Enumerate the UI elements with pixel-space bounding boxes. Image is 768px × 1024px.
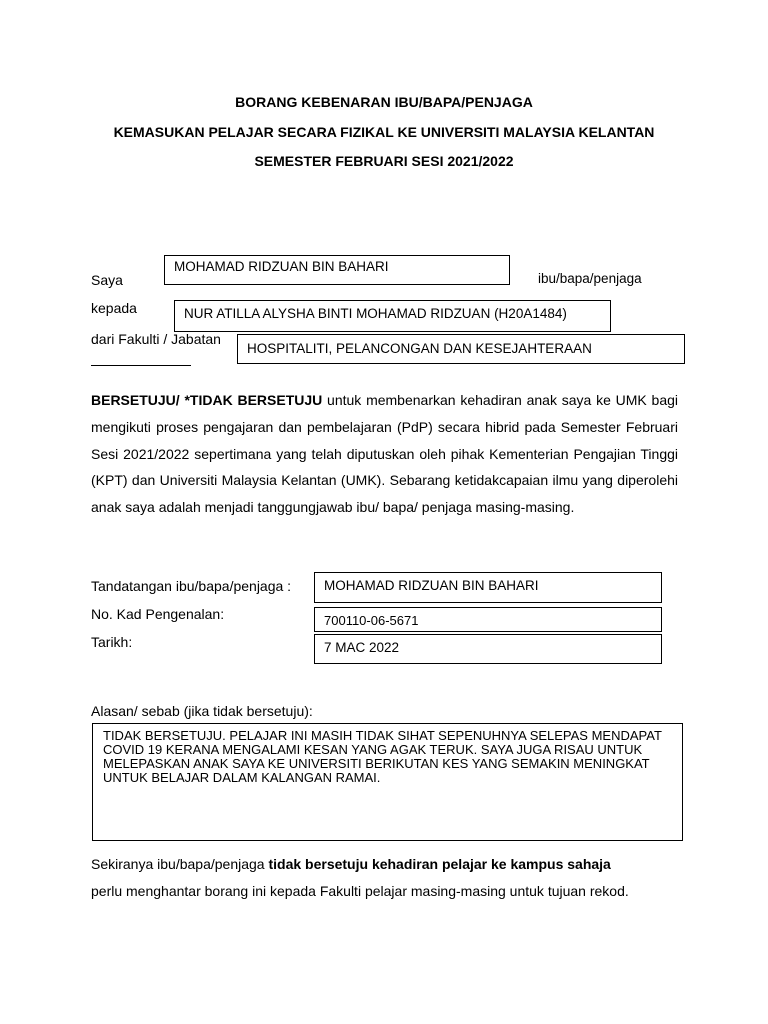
reason-textarea[interactable]: TIDAK BERSETUJU. PELAJAR INI MASIH TIDAK SIHAT SEPENUHNYA SELEPAS MENDAPAT COVID 19 KERANA MENGALAMI KESAN YANG AGAK TERUK. SAYA JUGA RISAU UNTUK MELEPASKAN ANAK SAYA KE UNIVERSITI BERIKUTAN KES YANG SEMAKIN MENINGKAT UNTUK BELAJAR DALAM KALANGAN RAMAI. xyxy=(92,723,683,841)
footer-note-line1 xyxy=(91,850,691,878)
fakulti-underline xyxy=(91,365,191,366)
ic-number-field[interactable]: 700110-06-5671 xyxy=(314,607,662,632)
saya-label: Saya xyxy=(91,272,123,288)
consent-body: untuk membenarkan kehadiran anak saya ke UMK bagi mengikuti proses pengajaran dan pembelajaran (PdP) secara hibrid pada Semester Februari Sesi 2021/2022 sepertimana yang telah diputuskan oleh pihak Kementerian Pengajian Tinggi (KPT) dan Universiti Malaysia Kelantan (UMK). Sebarang ketidakcapaian ilmu yang diperolehi anak saya adalah menjadi tanggungjawab ibu/ bapa/ penjaga masing-masing. xyxy=(91,392,679,516)
role-label: ibu/bapa/penjaga xyxy=(538,271,642,286)
form-subtitle: KEMASUKAN PELAJAR SECARA FIZIKAL KE UNIVERSITI MALAYSIA KELANTAN xyxy=(113,124,655,140)
date-field[interactable]: 7 MAC 2022 xyxy=(314,634,662,664)
footer-note-line2: perlu menghantar borang ini kepada Fakulti pelajar masing-masing untuk tujuan rekod. xyxy=(91,883,629,899)
consent-paragraph xyxy=(91,387,678,521)
reason-label: Alasan/ sebab (jika tidak bersetuju): xyxy=(91,703,313,719)
fakulti-label: dari Fakulti / Jabatan xyxy=(91,331,221,347)
form-semester: SEMESTER FEBRUARI SESI 2021/2022 xyxy=(254,153,514,169)
signature-field[interactable]: MOHAMAD RIDZUAN BIN BAHARI xyxy=(314,572,662,603)
date-label: Tarikh: xyxy=(91,634,133,650)
student-name-field[interactable]: NUR ATILLA ALYSHA BINTI MOHAMAD RIDZUAN (H20A1484) xyxy=(174,300,611,332)
faculty-field[interactable]: HOSPITALITI, PELANCONGAN DAN KESEJAHTERAAN xyxy=(237,334,685,364)
signature-label: Tandatangan ibu/bapa/penjaga : xyxy=(91,578,292,594)
parent-name-field[interactable]: MOHAMAD RIDZUAN BIN BAHARI xyxy=(164,255,510,285)
kepada-label: kepada xyxy=(91,300,137,316)
form-title: BORANG KEBENARAN IBU/BAPA/PENJAGA xyxy=(235,94,533,110)
footer-lead: Sekiranya ibu/bapa/penjaga xyxy=(91,856,269,872)
consent-choice: BERSETUJU/ *TIDAK BERSETUJU xyxy=(91,392,323,408)
ic-label: No. Kad Pengenalan: xyxy=(91,606,225,622)
footer-bold: tidak bersetuju kehadiran pelajar ke kampus sahaja xyxy=(268,856,611,872)
